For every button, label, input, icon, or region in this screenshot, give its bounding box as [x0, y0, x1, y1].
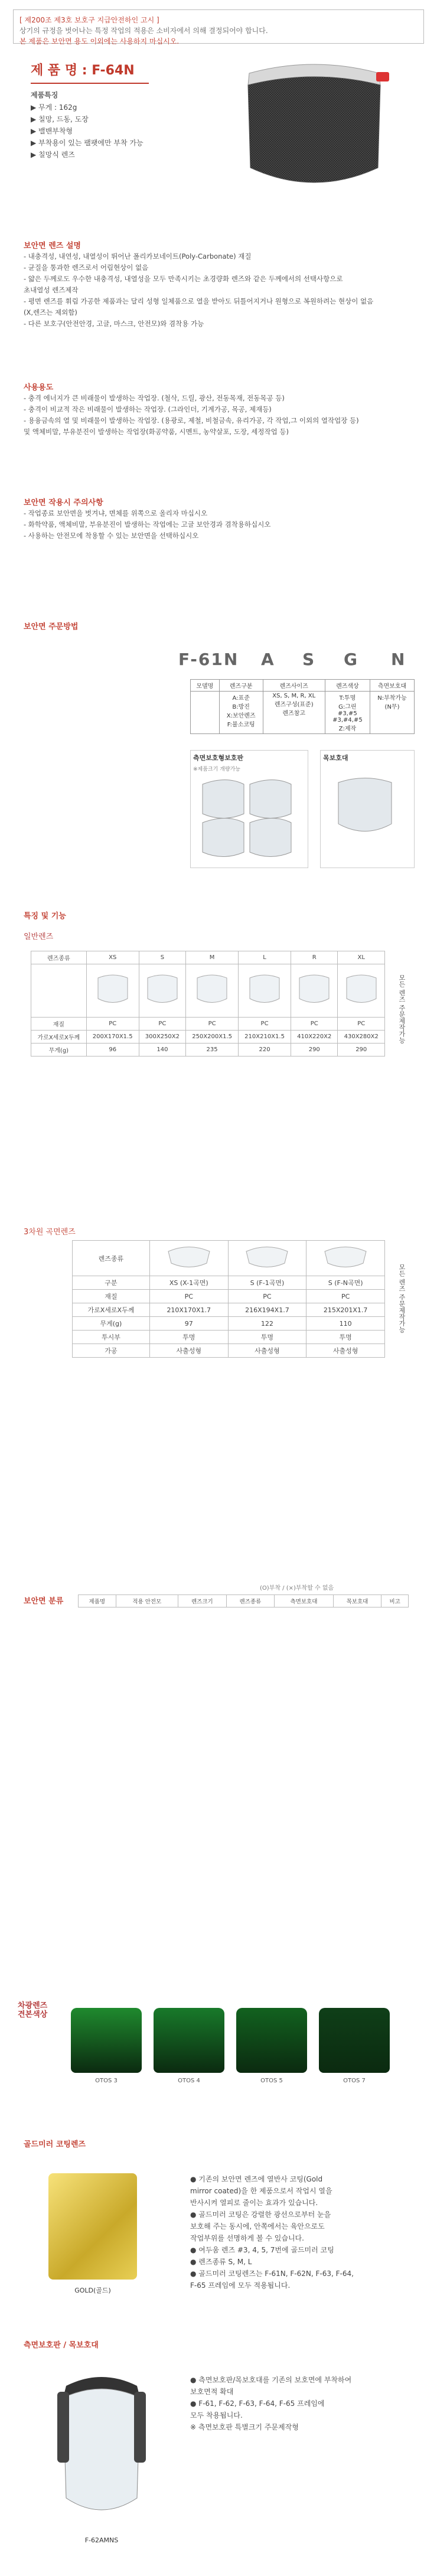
table-header: S (F-1곡면)	[228, 1276, 306, 1290]
usage-line: - 충격 에너지가 큰 비래물이 발생하는 작업장. (철삭, 드릴, 광산, 전동목재, 전동목공 등)	[24, 394, 285, 402]
order-cell: XS, S, M, R, XL 렌즈구성(표준) 렌즈참고	[263, 692, 325, 734]
face-mask-bullets	[190, 2374, 351, 2433]
bullet: ● 골드미러 코팅렌즈는 F-61N, F-62N, F-63, F-64,	[190, 2270, 354, 2278]
spec-list	[31, 102, 144, 161]
desc-line: - 얇은 두께로도 우수한 내충격성, 내열성을 모두 만족시키는 초경량화 렌즈와 같은 두께에서의 선택사항으로	[24, 275, 343, 283]
lens-image-cell	[291, 964, 338, 1018]
bullet: mirror coated)을 한 제품으로서 작업시 열을	[190, 2187, 332, 2195]
bullet: ● 측면보호판/목보호대를 기존의 보호면에 부착하여	[190, 2376, 352, 2384]
shade-lens-label: OTOS 3	[95, 2078, 118, 2084]
table-cell: 사출성형	[228, 1344, 306, 1358]
face-mask-image	[43, 2362, 161, 2528]
spec-item: ▶ 칠망식 렌즈	[31, 151, 75, 159]
table-cell: 250X200X1.5	[186, 1031, 239, 1044]
notice-line-3: 본 제품은 보안면 용도 이외에는 사용하지 마십시오.	[19, 37, 180, 45]
table-cell: 300X250X2	[139, 1031, 185, 1044]
table-cell: 215X201X1.7	[306, 1303, 385, 1317]
shade-lens	[154, 2008, 224, 2073]
shade-lens	[236, 2008, 307, 2073]
table-cell: PC	[291, 1018, 338, 1031]
usage-block	[24, 393, 413, 438]
lens-image-cell	[186, 964, 239, 1018]
table-header: 적용 안전모	[116, 1595, 178, 1607]
table-header: 렌즈종류	[73, 1241, 150, 1276]
bullet: ● 골드미러 코팅은 강렬한 광선으로부터 눈을	[190, 2210, 331, 2219]
row-label: 재질	[73, 1290, 150, 1303]
feature-heading: 특징 및 기능	[24, 912, 66, 921]
table-header: 렌즈크기	[178, 1595, 227, 1607]
side-guard-image	[191, 772, 303, 861]
row-label: 구분	[73, 1276, 150, 1290]
table-cell: 140	[139, 1044, 185, 1057]
lens-image-cell	[338, 964, 385, 1018]
shade-lens	[319, 2008, 390, 2073]
usage-line: 및 액체비말, 부유분진이 발생하는 작업장(화공약품, 시멘트, 농약살포, 도장, 세정작업 등)	[24, 428, 289, 436]
order-label: 모델명	[191, 680, 220, 692]
table-cell: 투명	[306, 1331, 385, 1344]
lens-image-cell	[86, 964, 139, 1018]
shade-lens-label: OTOS 7	[343, 2078, 366, 2084]
table-cell: 투명	[228, 1331, 306, 1344]
table-header: 목보호대	[333, 1595, 381, 1607]
table-cell: 410X220X2	[291, 1031, 338, 1044]
code-lens-color: G	[344, 650, 358, 669]
order-label: 렌즈색상	[325, 680, 370, 692]
row-label: 가로X세로X두께	[73, 1303, 150, 1317]
order-label: 렌즈구분	[219, 680, 263, 692]
general-lens-section	[13, 951, 424, 1199]
caution-line: - 화학약품, 액체비말, 부유분진이 발생하는 작업에는 고글 보안경과 겸착용하십시오	[24, 520, 271, 529]
spec-item: ▶ 밸밴부착형	[31, 127, 73, 135]
row-label: 무게(g)	[73, 1317, 150, 1331]
order-table	[190, 679, 415, 734]
table-header: M	[186, 951, 239, 964]
table-cell: PC	[186, 1018, 239, 1031]
table-cell: 430X280X2	[338, 1031, 385, 1044]
table-cell: 투명	[149, 1331, 228, 1344]
order-label: 측면보호대	[370, 680, 415, 692]
caution-block	[24, 508, 413, 542]
bullet: 반사시켜 열피로 줄이는 효과가 있습니다.	[190, 2199, 318, 2207]
bullet: 보호해 주는 동시에, 안쪽에서는 육안으로도	[190, 2222, 325, 2231]
shade-lens	[71, 2008, 142, 2073]
bullet: ● 여두움 렌즈 #3, 4, 5, 7번에 골드미러 코팅	[190, 2246, 334, 2254]
caution-line: - 작업종료 보안면을 벗겨냐, 면체를 위쪽으로 올리자 마십시오	[24, 509, 208, 517]
side-guard-note: ※제품크기 개량가능	[193, 767, 240, 772]
lens-image-cell	[149, 1241, 228, 1276]
table-header: S (F-N곡면)	[306, 1276, 385, 1290]
table-cell: 210X170X1.7	[149, 1303, 228, 1317]
order-box	[13, 650, 424, 868]
order-heading: 보안면 주문방법	[24, 622, 79, 631]
bullet: F-65 프레임에 모두 적용됩니다.	[190, 2281, 291, 2290]
bullet: ● F-61, F-62, F-63, F-64, F-65 프레임에	[190, 2399, 325, 2408]
side-guard-title: 측면보호형보호판	[193, 754, 244, 762]
three-d-heading: 3차원 곡면렌즈	[24, 1228, 76, 1237]
notice-line-1: [ 제200조 제3호 보호구 지급안전하인 고시 ]	[19, 16, 159, 24]
table-cell: PC	[228, 1290, 306, 1303]
table-cell: PC	[139, 1018, 185, 1031]
table-cell: 220	[239, 1044, 291, 1057]
lens-desc-heading: 보안면 렌즈 설명	[24, 242, 81, 250]
bullet: ● 렌즈종류 S, M, L	[190, 2258, 252, 2266]
code-model: F-61N	[178, 650, 239, 669]
lens-desc-block	[24, 251, 413, 330]
code-lens-type: A	[261, 650, 275, 669]
table-cell: 235	[186, 1044, 239, 1057]
lens-image-cell	[139, 964, 185, 1018]
table-cell: 210X210X1.5	[239, 1031, 291, 1044]
shade-lens-label: OTOS 4	[178, 2078, 200, 2084]
gold-bullets	[190, 2173, 354, 2291]
table-header: S	[139, 951, 185, 964]
product-title: 제 품 명 : F-64N	[31, 63, 135, 78]
table-cell: PC	[149, 1290, 228, 1303]
side-guard-box	[190, 750, 308, 868]
shade-lens-row	[71, 2008, 402, 2096]
table-header: 비고	[381, 1595, 409, 1607]
order-cell: N:부착가능 (N무)	[370, 692, 415, 734]
spec-item: ▶ 부착용이 있는 팰팻에만 부착 가능	[31, 139, 144, 147]
desc-line: - 평면 렌즈를 휘림 가공한 제품과는 달리 성형 일체품으로 열을 받아도 뒤틀어지거나 원형으로 복원하려는 현상이 없음	[24, 297, 374, 305]
feature-sub: 일반렌즈	[24, 932, 54, 941]
lens-image-cell	[239, 964, 291, 1018]
row-label: 가로X세로X두께	[31, 1031, 87, 1044]
order-cell: A:표준 B:방진 X:보안렌즈 F:불소코팅	[219, 692, 263, 734]
lens-image-cell	[306, 1241, 385, 1276]
spec-title: 제품특징	[31, 91, 58, 99]
shade-heading-2: 견본색상	[18, 2010, 48, 2019]
class-legend: (O)부착 / (×)부착할 수 없음	[260, 1585, 334, 1592]
desc-line: - 내충격성, 내연성, 내열성이 뛰어난 폴리카보네이트(Poly-Carbonate) 재질	[24, 252, 252, 260]
table-cell: 290	[291, 1044, 338, 1057]
table-header: 제품명	[79, 1595, 116, 1607]
table-cell: PC	[86, 1018, 139, 1031]
lens-image-cell	[228, 1241, 306, 1276]
table-header: L	[239, 951, 291, 964]
row-label: 가공	[73, 1344, 150, 1358]
table-cell: 200X170X1.5	[86, 1031, 139, 1044]
spec-item: ▶ 무게 : 162g	[31, 103, 77, 112]
caution-heading: 보안면 작용시 주의사항	[24, 498, 103, 507]
side-note: 모든 렌즈 주문제작가능	[398, 974, 406, 1044]
usage-line: - 용융금속의 열 및 비래물이 발생하는 작업장. (용광로, 제철, 비철금속, 유리가공, 각 작업,그 이외의 열작업장 등)	[24, 416, 359, 425]
mesh-visor-image	[226, 56, 403, 203]
code-lens-size: S	[302, 650, 316, 669]
code-side-guard: N	[391, 650, 406, 669]
bullet: ※ 측면보호판 특별크기 주문제작형	[190, 2423, 299, 2431]
table-cell: 사출성형	[149, 1344, 228, 1358]
usage-heading: 사용용도	[24, 383, 54, 392]
three-d-table	[72, 1240, 385, 1358]
order-cell: T:투명 G:그린 #3,#5 #3,#4,#5 Z:제작	[325, 692, 370, 734]
table-cell: 216X194X1.7	[228, 1303, 306, 1317]
table-header: 렌즈종류	[226, 1595, 275, 1607]
bullet: 작업부위를 선명하게 볼 수 있습니다.	[190, 2234, 304, 2242]
table-cell: PC	[239, 1018, 291, 1031]
bullet: ● 기존의 보안면 렌즈에 열반사 코팅(Gold	[190, 2175, 323, 2183]
gold-lens-image	[48, 2173, 137, 2280]
table-header: XS	[86, 951, 139, 964]
table-cell: 사출성형	[306, 1344, 385, 1358]
gold-caption: GOLD(골드)	[74, 2287, 111, 2294]
shade-heading: 차광렌즈	[18, 2001, 48, 2010]
bullet: 보호면적 확대	[190, 2388, 234, 2396]
face-mask-section	[13, 2327, 424, 2563]
table-cell: PC	[306, 1290, 385, 1303]
caution-line: - 사용하는 안전모에 착용할 수 있는 보안면을 선택하십시오	[24, 531, 199, 540]
table-header: XL	[338, 951, 385, 964]
table-header: 측면보호대	[275, 1595, 334, 1607]
three-d-section	[13, 1240, 424, 1494]
table-cell: 110	[306, 1317, 385, 1331]
table-cell: 122	[228, 1317, 306, 1331]
row-label: 재질	[31, 1018, 87, 1031]
usage-line: - 충격이 비교적 작은 비래물이 발생하는 작업장. (그라인더, 기계가공, 목공, 제재등)	[24, 405, 272, 413]
row-label: 무게(g)	[31, 1044, 87, 1057]
table-header: 렌즈종류	[31, 951, 87, 964]
class-table	[78, 1594, 409, 1607]
title-underline	[31, 83, 149, 84]
desc-line: - 균질을 통과한 렌즈로서 어림현상이 없음	[24, 263, 149, 272]
table-cell: 96	[86, 1044, 139, 1057]
neck-guard-box	[320, 750, 415, 868]
face-mask-heading: 측면보호판 / 목보호대	[24, 2341, 99, 2350]
table-header: R	[291, 951, 338, 964]
bullet: 모두 착용됩니다.	[190, 2411, 243, 2420]
neck-guard-title: 목보호대	[323, 754, 348, 762]
shade-lens-label: OTOS 5	[260, 2078, 283, 2084]
notice-box	[13, 9, 424, 44]
general-lens-table	[31, 951, 385, 1057]
product-section	[13, 50, 424, 221]
notice-line-2: 상기의 규정을 벗어나는 특정 작업의 적용은 소비자에서 의해 결정되어야 합니다.	[19, 27, 268, 35]
side-note: 모든 렌즈 주문제작가능	[398, 1264, 406, 1333]
table-cell: 97	[149, 1317, 228, 1331]
table-header: XS (X-1곡면)	[149, 1276, 228, 1290]
class-heading: 보안면 분류	[24, 1597, 64, 1606]
class-section	[13, 1594, 424, 1972]
desc-line: - 다른 보호구(안전안경, 고글, 마스크, 안전모)와 겸착용 가능	[24, 319, 204, 328]
neck-guard-image	[321, 765, 409, 859]
spec-item: ▶ 칠망, 드동, 도장	[31, 115, 89, 123]
table-cell: 290	[338, 1044, 385, 1057]
gold-section	[13, 2126, 424, 2309]
table-cell: PC	[338, 1018, 385, 1031]
face-mask-caption: F-62AMNS	[84, 2536, 119, 2544]
order-label: 렌즈사이즈	[263, 680, 325, 692]
desc-line: (X,렌즈는 제외함)	[24, 308, 77, 317]
row-label: 투시부	[73, 1331, 150, 1344]
desc-line: 초내열성 렌즈제작	[24, 286, 79, 294]
gold-heading: 골드미러 코팅렌즈	[24, 2140, 86, 2149]
